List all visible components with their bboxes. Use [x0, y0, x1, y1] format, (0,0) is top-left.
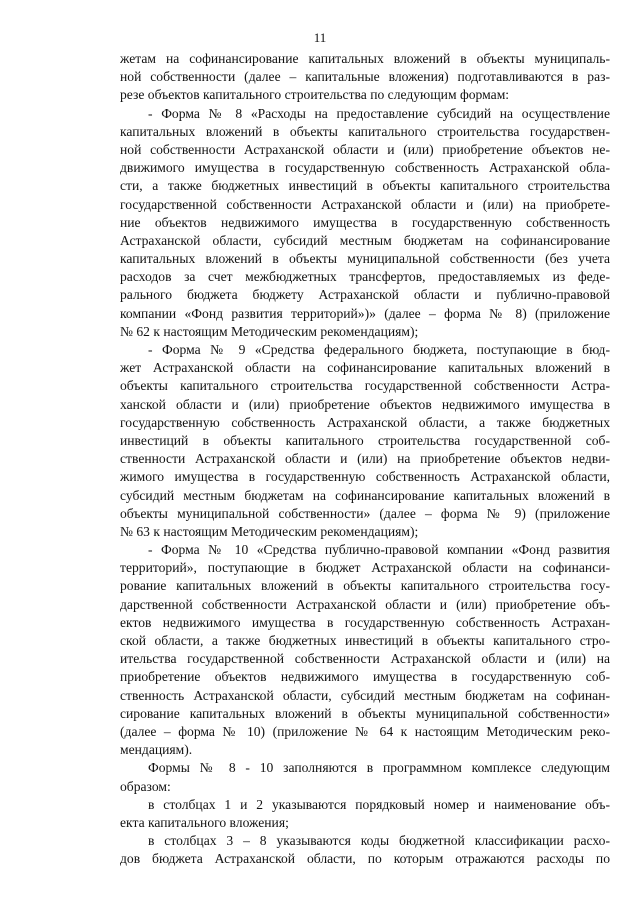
- text-line: - Форма № 8 «Расходы на предоставление субсидий на осуществление: [148, 105, 610, 121]
- text-line: екта капитального вложения;: [120, 814, 289, 830]
- text-line: ханской области и (или) приобретение объектов недвижимого имущества в: [120, 396, 610, 412]
- text-line: жимого имущества в государственную собственность Астраханской области,: [120, 469, 610, 485]
- text-line: расходов за счет межбюджетных трансфертов, предоставляемых из феде-: [120, 269, 610, 285]
- text-line: территорий», поступающие в бюджет Астраханской области на софинанси-: [120, 560, 610, 576]
- text-line: жет Астраханской области на софинансирование капитальных вложений в: [120, 360, 610, 376]
- text-line: ной собственности (далее – капитальные вложения) подготавливаются в раз-: [120, 69, 610, 85]
- text-line: дов бюджета Астраханской области, по которым отражаются расходы по: [120, 851, 610, 867]
- text-line: жетам на софинансирование капитальных вложений в объекты муниципаль-: [120, 51, 610, 66]
- text-line: рального бюджета бюджету Астраханской области и публично-правовой: [120, 287, 610, 303]
- text-line: объекты муниципальной собственности» (далее – форма № 9) (приложение: [120, 505, 610, 521]
- text-line: Астраханской области, субсидий местным бюджетам на софинансирование: [120, 232, 610, 248]
- text-line: сти, а также бюджетных инвестиций в объекты капитального строительства: [120, 178, 610, 194]
- text-line: объекты капитального строительства государственной собственности Астра-: [120, 378, 610, 394]
- text-line: резе объектов капитального строительства по следующим формам:: [120, 87, 510, 103]
- text-line: дарственной собственности Астраханской области и (или) приобретение объ-: [120, 596, 610, 612]
- text-line: ской области, а также бюджетных инвестиций в объекты капитального стро-: [120, 633, 610, 648]
- text-line: государственную собственность Астраханской области, а также бюджетных: [120, 414, 610, 430]
- text-line: государственной собственности Астраханской области и (или) на приобрете-: [120, 196, 610, 212]
- text-line: рование капитальных вложений в объекты капитального строительства госу-: [120, 578, 610, 594]
- text-line: приобретение объектов недвижимого имущества в государственную соб-: [120, 669, 610, 685]
- text-line: субсидий местным бюджетам на софинансирование капитальных вложений в: [120, 487, 610, 503]
- text-line: капитальных вложений в объекты муниципальной собственности (без учета: [120, 251, 610, 267]
- text-line: в столбцах 1 и 2 указываются порядковый номер и наименование объ-: [148, 796, 610, 812]
- text-line: № 62 к настоящим Методическим рекомендациям);: [120, 323, 419, 339]
- document-body: [120, 50, 610, 868]
- text-line: ственности Астраханской области и (или) на приобретение объектов недви-: [120, 451, 610, 467]
- text-line: инвестиций в объекты капитального строительства государственной соб-: [120, 432, 610, 448]
- text-line: - Форма № 9 «Средства федерального бюджета, поступающие в бюд-: [148, 342, 610, 357]
- text-line: движимого имущества в государственную собственность Астраханской обла-: [120, 160, 610, 176]
- text-line: ние объектов недвижимого имущества в государственную собственность: [120, 214, 610, 230]
- text-line: ной собственности Астраханской области и (или) приобретение объектов не-: [120, 141, 610, 157]
- text-line: капитальных вложений в объекты капитального строительства государствен-: [120, 123, 610, 139]
- page-number: 11: [313, 30, 327, 45]
- text-line: № 63 к настоящим Методическим рекомендациям);: [120, 523, 419, 539]
- text-line: ектов недвижимого имущества в государственную собственность Астрахан-: [120, 614, 610, 630]
- text-line: ительства государственной собственности Астраханской области и (или) на: [120, 651, 610, 667]
- text-line: образом:: [120, 778, 171, 794]
- text-line: Формы № 8 - 10 заполняются в программном комплексе следующим: [148, 760, 610, 776]
- text-line: в столбцах 3 – 8 указываются коды бюджетной классификации расхо-: [148, 833, 610, 849]
- text-line: компании «Фонд развития территорий»)» (далее – форма № 8) (приложение: [120, 305, 610, 321]
- text-line: сирование капитальных вложений в объекты муниципальной собственности»: [120, 705, 610, 721]
- text-line: ственность Астраханской области, субсидий местным бюджетам на софинан-: [120, 687, 610, 703]
- text-line: (далее – форма № 10) (приложение № 64 к настоящим Методическим реко-: [120, 723, 610, 739]
- text-line: - Форма № 10 «Средства публично-правовой компании «Фонд развития: [148, 542, 610, 558]
- text-line: мендациям).: [120, 742, 193, 758]
